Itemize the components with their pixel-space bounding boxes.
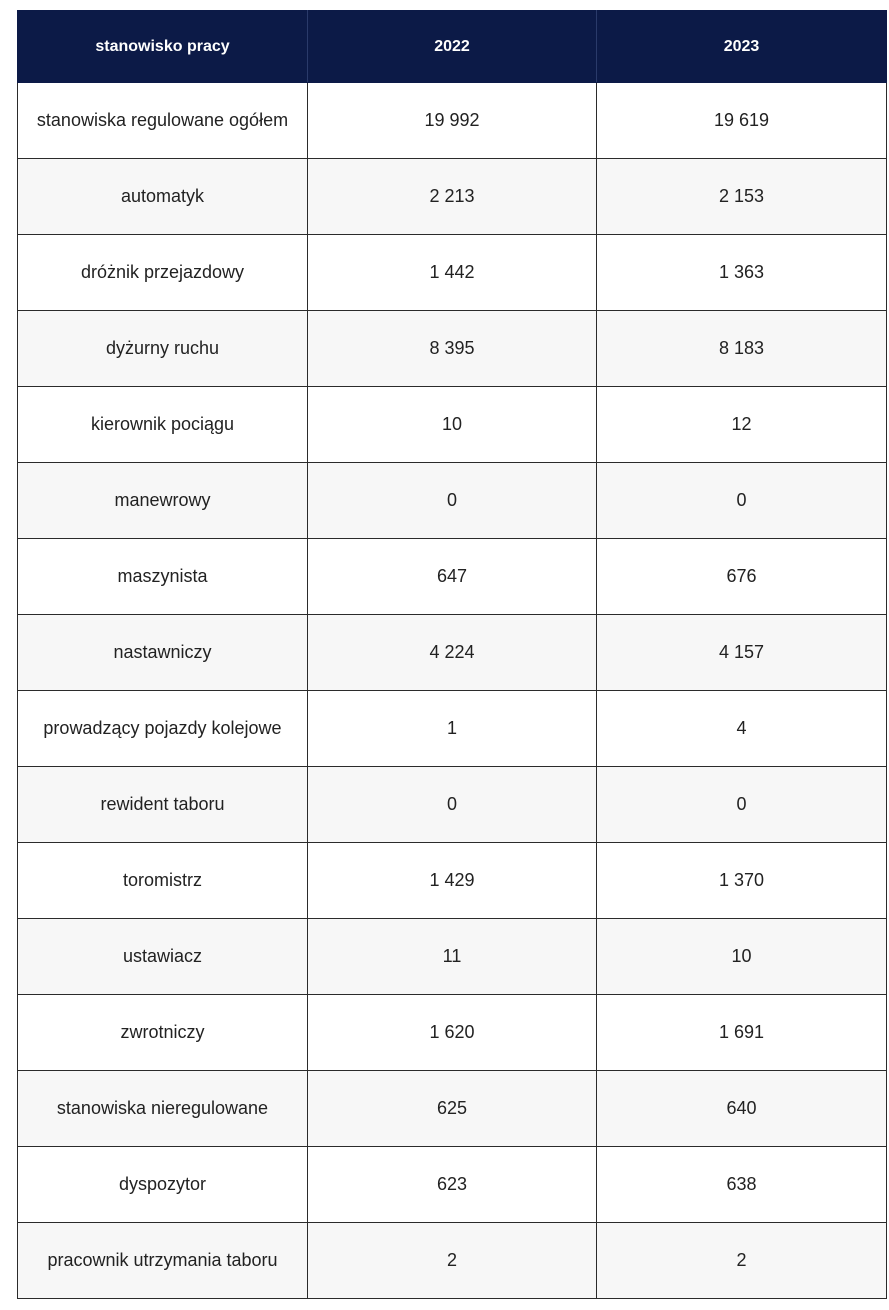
cell-2022: 19 992 — [308, 83, 597, 159]
cell-2023: 4 157 — [597, 615, 887, 691]
table-row — [18, 919, 887, 995]
cell-2023: 12 — [597, 387, 887, 463]
cell-position: pracownik utrzymania taboru — [18, 1223, 308, 1299]
table-header — [18, 11, 887, 83]
table-row — [18, 539, 887, 615]
table-row — [18, 387, 887, 463]
cell-2023: 638 — [597, 1147, 887, 1223]
cell-2022: 8 395 — [308, 311, 597, 387]
cell-2022: 623 — [308, 1147, 597, 1223]
cell-position: maszynista — [18, 539, 308, 615]
cell-2022: 0 — [308, 767, 597, 843]
table-body — [18, 83, 887, 1299]
cell-2023: 2 153 — [597, 159, 887, 235]
cell-2022: 10 — [308, 387, 597, 463]
cell-2022: 625 — [308, 1071, 597, 1147]
cell-2023: 1 691 — [597, 995, 887, 1071]
cell-2023: 0 — [597, 767, 887, 843]
cell-position: automatyk — [18, 159, 308, 235]
cell-2022: 4 224 — [308, 615, 597, 691]
header-row — [18, 11, 887, 83]
table-row — [18, 767, 887, 843]
cell-2023: 1 363 — [597, 235, 887, 311]
cell-2022: 1 442 — [308, 235, 597, 311]
data-table-container — [17, 10, 886, 1299]
cell-2022: 11 — [308, 919, 597, 995]
table-row — [18, 843, 887, 919]
cell-2023: 19 619 — [597, 83, 887, 159]
cell-2023: 1 370 — [597, 843, 887, 919]
cell-position: manewrowy — [18, 463, 308, 539]
cell-position: stanowiska regulowane ogółem — [18, 83, 308, 159]
cell-2023: 640 — [597, 1071, 887, 1147]
table-row — [18, 995, 887, 1071]
cell-position: dyspozytor — [18, 1147, 308, 1223]
table-row — [18, 235, 887, 311]
cell-2023: 0 — [597, 463, 887, 539]
cell-position: rewident taboru — [18, 767, 308, 843]
cell-2023: 2 — [597, 1223, 887, 1299]
data-table — [17, 10, 887, 1299]
cell-position: nastawniczy — [18, 615, 308, 691]
table-row — [18, 615, 887, 691]
table-row — [18, 1223, 887, 1299]
header-cell-position: stanowisko pracy — [18, 11, 308, 83]
cell-2022: 1 — [308, 691, 597, 767]
cell-2023: 8 183 — [597, 311, 887, 387]
cell-position: prowadzący pojazdy kolejowe — [18, 691, 308, 767]
cell-position: toromistrz — [18, 843, 308, 919]
table-row — [18, 159, 887, 235]
cell-2022: 647 — [308, 539, 597, 615]
table-row — [18, 311, 887, 387]
cell-position: dróżnik przejazdowy — [18, 235, 308, 311]
cell-2022: 2 213 — [308, 159, 597, 235]
cell-2023: 4 — [597, 691, 887, 767]
cell-position: stanowiska nieregulowane — [18, 1071, 308, 1147]
cell-position: zwrotniczy — [18, 995, 308, 1071]
table-row — [18, 1147, 887, 1223]
cell-2022: 1 620 — [308, 995, 597, 1071]
header-cell-2022: 2022 — [308, 11, 597, 83]
table-row — [18, 1071, 887, 1147]
cell-2022: 0 — [308, 463, 597, 539]
cell-2022: 1 429 — [308, 843, 597, 919]
cell-position: kierownik pociągu — [18, 387, 308, 463]
cell-2023: 676 — [597, 539, 887, 615]
cell-2023: 10 — [597, 919, 887, 995]
cell-position: ustawiacz — [18, 919, 308, 995]
table-row — [18, 83, 887, 159]
table-row — [18, 463, 887, 539]
header-cell-2023: 2023 — [597, 11, 887, 83]
cell-position: dyżurny ruchu — [18, 311, 308, 387]
table-row — [18, 691, 887, 767]
cell-2022: 2 — [308, 1223, 597, 1299]
